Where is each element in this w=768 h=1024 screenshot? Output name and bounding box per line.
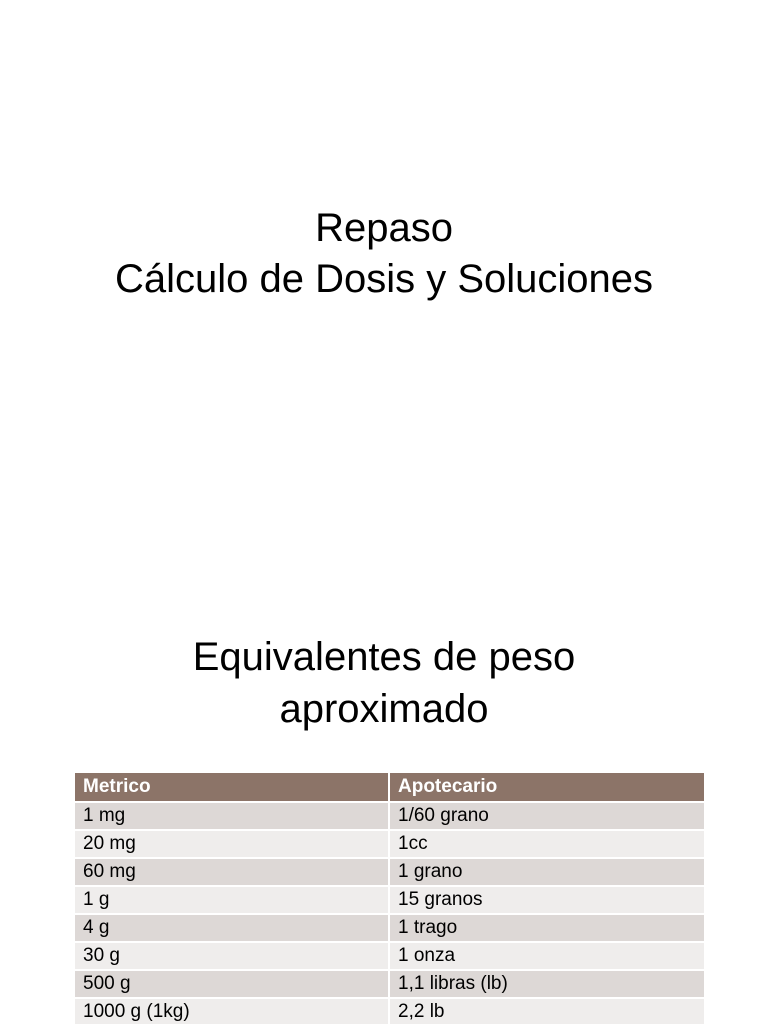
slide2-title-line1: Equivalentes de peso bbox=[192, 635, 576, 679]
table-header-row bbox=[75, 773, 704, 802]
cell-metric: 1 mg bbox=[75, 802, 389, 830]
table-row bbox=[75, 802, 704, 830]
cell-metric: 60 mg bbox=[75, 858, 389, 886]
table-row bbox=[75, 830, 704, 858]
table-row bbox=[75, 998, 704, 1024]
slide2-title bbox=[0, 631, 768, 735]
cell-metric: 1000 g (1kg) bbox=[75, 998, 389, 1024]
table-row bbox=[75, 886, 704, 914]
slide1-title-line2: Cálculo de Dosis y Soluciones bbox=[114, 257, 654, 301]
cell-apothecary: 1 onza bbox=[389, 942, 704, 970]
cell-apothecary: 1 grano bbox=[389, 858, 704, 886]
cell-apothecary: 1cc bbox=[389, 830, 704, 858]
equivalents-table-wrapper bbox=[75, 773, 704, 1024]
cell-metric: 4 g bbox=[75, 914, 389, 942]
slide1-title bbox=[0, 203, 768, 305]
cell-apothecary: 1/60 grano bbox=[389, 802, 704, 830]
weight-equivalents-table bbox=[75, 773, 704, 1024]
table-body bbox=[75, 802, 704, 1024]
cell-apothecary: 1,1 libras (lb) bbox=[389, 970, 704, 998]
table-row bbox=[75, 914, 704, 942]
cell-metric: 1 g bbox=[75, 886, 389, 914]
cell-metric: 500 g bbox=[75, 970, 389, 998]
slide2-title-line2: aproximado bbox=[279, 687, 489, 731]
table-row bbox=[75, 858, 704, 886]
cell-metric: 30 g bbox=[75, 942, 389, 970]
column-header-metric: Metrico bbox=[75, 773, 389, 802]
table-row bbox=[75, 942, 704, 970]
cell-apothecary: 15 granos bbox=[389, 886, 704, 914]
cell-apothecary: 1 trago bbox=[389, 914, 704, 942]
column-header-apothecary: Apotecario bbox=[389, 773, 704, 802]
cell-apothecary: 2,2 lb bbox=[389, 998, 704, 1024]
table-row bbox=[75, 970, 704, 998]
cell-metric: 20 mg bbox=[75, 830, 389, 858]
slide1-title-line1: Repaso bbox=[315, 206, 453, 250]
